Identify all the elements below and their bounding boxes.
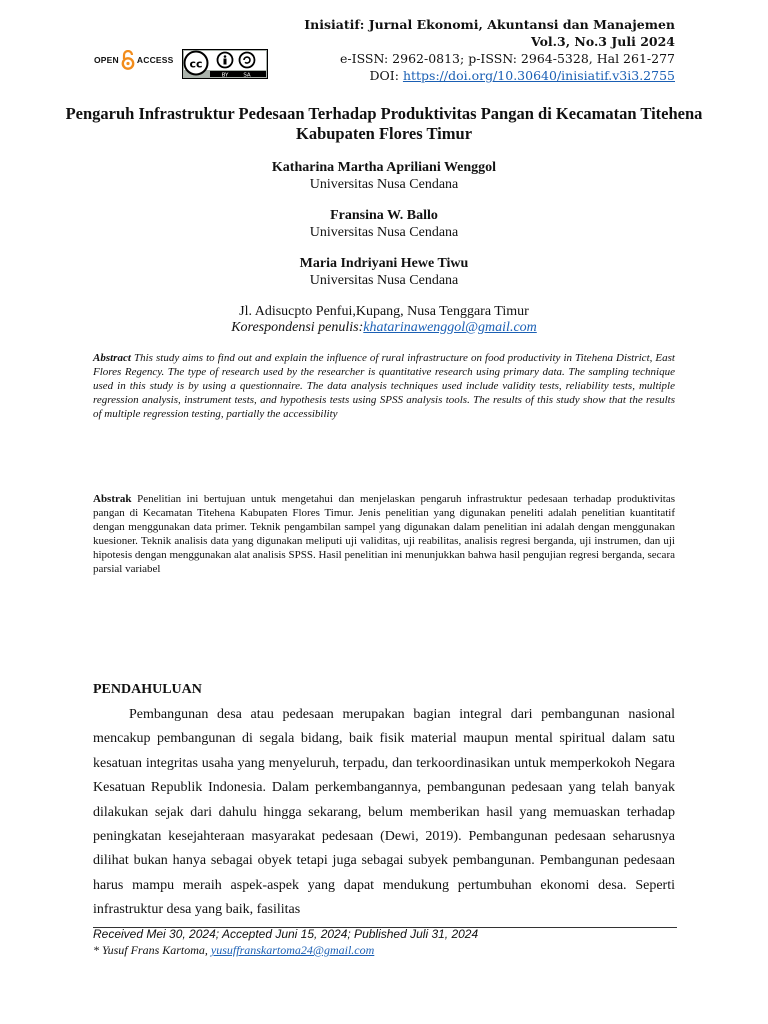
author-name: Maria Indriyani Hewe Tiwu xyxy=(299,256,469,271)
journal-doi xyxy=(304,67,675,84)
cc-by-sa-icon xyxy=(182,49,268,79)
address-block xyxy=(0,304,768,336)
author-2 xyxy=(0,207,768,241)
doi-label: DOI: xyxy=(369,68,403,83)
abstract-indonesian xyxy=(93,492,675,576)
address: Jl. Adisucpto Penfui,Kupang, Nusa Tenggara Timur xyxy=(239,304,529,319)
footer-corresponding xyxy=(93,943,374,958)
abstract-english xyxy=(93,351,675,421)
body-paragraph: Pembangunan desa atau pedesaan merupakan bagian integral dari pembangunan nasional mencakup pembangunan di segala bidang, baik fisik material maupun mental spiritual dalam satu kesatuan integritas usaha yang menyeluruh, terpadu, dan terkoordinasikan untuk memperkokoh Negara Kesatuan Republik Indonesia. Dalam perkembangannya, pembangunan pedesaan yang telah banyak dilakukan sejak dari dahulu hingga sekarang, belum memberikan hasil yang memuaskan terhadap peningkatan kesejahteraan masyarakat pedesaan (Dewi, 2019). Pembangunan pedesaan seharusnya dilihat bukan hanya sebagai obyek tetapi juga sebagai subyek pembangunan. Pembangunan pedesaan harus mampu meraih aspek-aspek yang dapat mendukung pertumbuhan ekonomi desa. Seperti infrastruktur desa yang baik, fasilitas xyxy=(93,707,675,918)
open-access-logo xyxy=(94,50,174,70)
cc-by-label: BY xyxy=(221,72,229,79)
author-affiliation: Universitas Nusa Cendana xyxy=(309,273,459,288)
section-heading: PENDAHULUAN xyxy=(93,682,202,697)
author-1 xyxy=(0,159,768,193)
correspondence-label: Korespondensi penulis: xyxy=(231,320,364,335)
doi-link[interactable]: https://doi.org/10.30640/inisiatif.v3i3.2755 xyxy=(402,68,675,83)
author-affiliation: Universitas Nusa Cendana xyxy=(309,177,459,192)
cc-sa-label: SA xyxy=(243,72,251,79)
journal-name: Inisiatif: Jurnal Ekonomi, Akuntansi dan Manajemen xyxy=(304,17,675,32)
author-name: Fransina W. Ballo xyxy=(330,208,438,223)
footer-email[interactable]: yusuffranskartoma24@gmail.com xyxy=(210,943,375,957)
author-name: Katharina Martha Apriliani Wenggol xyxy=(271,160,497,175)
author-3 xyxy=(0,255,768,289)
journal-header xyxy=(304,16,675,84)
journal-issn: e-ISSN: 2962-0813; p-ISSN: 2964-5328, Hal 261-277 xyxy=(340,51,675,66)
body-text xyxy=(93,703,675,925)
abstrak-text: Penelitian ini bertujuan untuk mengetahui dan menjelaskan pengaruh infrastruktur pedesaan terhadap produktivitas pangan di Kecamatan Titehena Kabupaten Flores Timur. Jenis penelitian yang digunakan peneliti adalah penelitian kuantitatif dengan menggunakan data primer. Teknik pengambilan sampel yang digunakan dalam penelitian ini adalah dengan menggunakan kuesioner. Teknik analisis data yang digunakan meliputi uji validitas, uji reabilitas, analisis regresi berganda, uji instrumen, dan uji hipotesis dengan menggunakan alat analisis SPSS. Hasil penelitian ini menunjukkan bahwa hasil pengujian regresi berganda, secara parsial variabel xyxy=(93,493,675,575)
open-lock-icon xyxy=(121,50,135,70)
abstrak-label: Abstrak xyxy=(93,493,132,505)
footer-dates: Received Mei 30, 2024; Accepted Juni 15, 2024; Published Juli 31, 2024 xyxy=(93,927,479,941)
abstract-label: Abstract xyxy=(93,352,131,364)
paper-title: Pengaruh Infrastruktur Pedesaan Terhadap Produktivitas Pangan di Kecamatan Titehena Kabupaten Flores Timur xyxy=(65,104,703,143)
author-affiliation: Universitas Nusa Cendana xyxy=(309,225,459,240)
journal-volume: Vol.3, No.3 Juli 2024 xyxy=(531,34,675,49)
abstract-text: This study aims to find out and explain the influence of rural infrastructure on food productivity in Titehena District, East Flores Regency. The type of research used by the researcher is quantitative research using primary data. The sampling technique used in this study is by using a questionnaire. The data analysis techniques used include validity tests, reliability tests, multiple regression analysis, instrument tests, and hypothesis tests using SPSS analysis tools. The results of this study show that the results of multiple regression testing, partially the accessibility xyxy=(93,352,675,420)
correspondence xyxy=(231,320,537,335)
svg-text:cc: cc xyxy=(189,57,203,71)
open-access-right-text: ACCESS xyxy=(136,55,174,65)
correspondence-email[interactable]: khatarinawenggol@gmail.com xyxy=(363,320,537,335)
footer-corresponding-name: * Yusuf Frans Kartoma, xyxy=(93,943,211,957)
open-access-left-text: OPEN xyxy=(94,55,119,65)
